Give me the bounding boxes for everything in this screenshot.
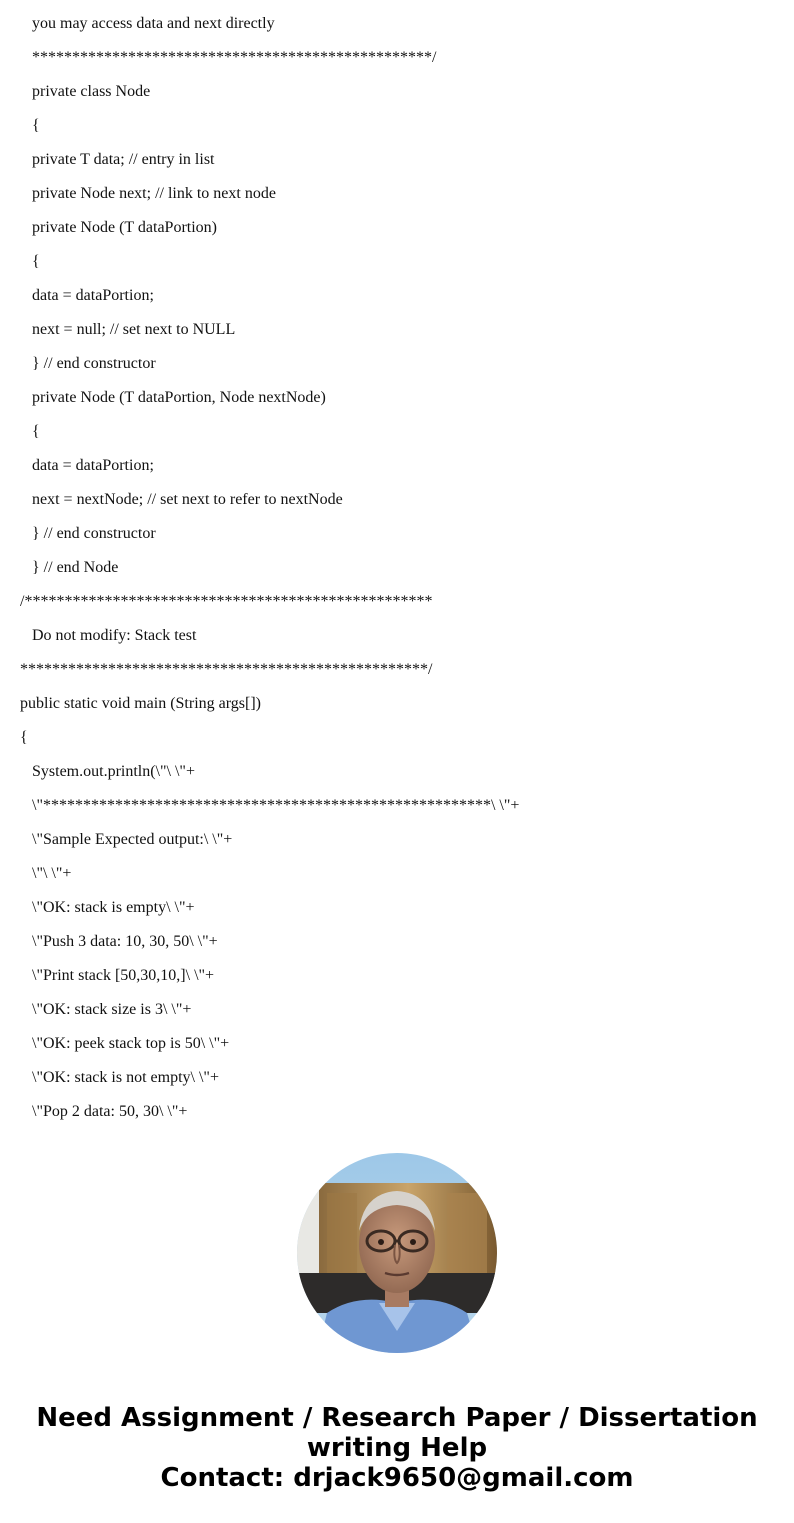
code-line: private T data; // entry in list	[32, 151, 215, 168]
code-line: private class Node	[32, 83, 151, 100]
code-line: System.out.println(\"\ \"+	[32, 763, 195, 780]
code-line: \"Sample Expected output:\ \"+	[32, 831, 233, 848]
code-line: \"OK: peek stack top is 50\ \"+	[32, 1035, 230, 1052]
code-line: Do not modify: Stack test	[32, 627, 197, 644]
code-listing	[0, 7, 794, 1129]
code-line: } // end constructor	[32, 525, 156, 542]
code-line: **************************************************/	[32, 49, 437, 66]
code-line: data = dataPortion;	[32, 457, 154, 474]
code-line: data = dataPortion;	[32, 287, 154, 304]
author-photo	[297, 1153, 497, 1353]
code-line: \"Push 3 data: 10, 30, 50\ \"+	[32, 933, 218, 950]
code-line: \"********************************************************\ \"+	[32, 797, 520, 814]
footer-subheadline: writing Help	[306, 1433, 488, 1463]
footer-contact: Contact: drjack9650@gmail.com	[160, 1463, 634, 1493]
code-line: {	[20, 729, 28, 746]
code-line: } // end Node	[32, 559, 119, 576]
code-line: {	[32, 253, 40, 270]
code-line: private Node next; // link to next node	[32, 185, 276, 202]
code-line: \"OK: stack is not empty\ \"+	[32, 1069, 219, 1086]
code-line: public static void main (String args[])	[20, 695, 261, 712]
code-line: next = nextNode; // set next to refer to nextNode	[32, 491, 343, 508]
code-line: \"OK: stack is empty\ \"+	[32, 899, 195, 916]
code-line: \"Print stack [50,30,10,]\ \"+	[32, 967, 215, 984]
code-line: private Node (T dataPortion, Node nextNode)	[32, 389, 326, 406]
footer-headline: Need Assignment / Research Paper / Dissertation	[36, 1403, 758, 1433]
code-line: ***************************************************/	[20, 661, 433, 678]
code-line: next = null; // set next to NULL	[32, 321, 236, 338]
code-line: {	[32, 423, 40, 440]
code-line: \"Pop 2 data: 50, 30\ \"+	[32, 1103, 188, 1120]
code-line: \"\ \"+	[32, 865, 72, 882]
code-line: /***************************************************	[20, 593, 433, 610]
footer-banner	[0, 1403, 794, 1493]
code-line: you may access data and next directly	[32, 15, 275, 32]
code-line: } // end constructor	[32, 355, 156, 372]
code-line: private Node (T dataPortion)	[32, 219, 217, 236]
code-line: \"OK: stack size is 3\ \"+	[32, 1001, 192, 1018]
code-line: {	[32, 117, 40, 134]
